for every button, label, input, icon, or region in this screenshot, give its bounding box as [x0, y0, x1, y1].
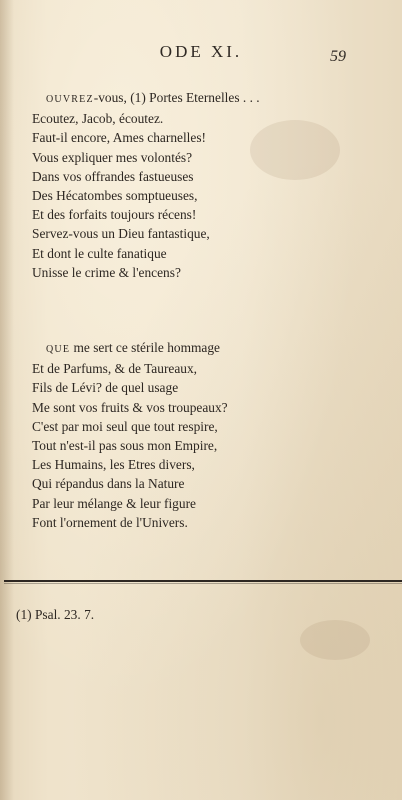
- smallcaps-first-word: OUVREZ: [46, 94, 94, 105]
- verse-line: Les Humains, les Etres divers,: [32, 457, 195, 473]
- verse-line: Me sont vos fruits & vos troupeaux?: [32, 399, 228, 415]
- running-title: ODE XI.: [159, 42, 243, 61]
- verse-line: [32, 88, 372, 109]
- verse-text: me sert ce stérile hommage: [70, 340, 220, 355]
- gutter-shadow: [0, 0, 14, 800]
- verse-line: Fils de Lévi? de quel usage: [32, 380, 179, 396]
- footnote-rule-shadow: [4, 583, 402, 584]
- stanza-2: [32, 338, 372, 532]
- verse-line: Vous expliquer mes volontés?: [32, 149, 193, 165]
- verse-line: Des Hécatombes somptueuses,: [32, 188, 198, 204]
- verse-line: [32, 338, 372, 359]
- verse-line: Tout n'est-il pas sous mon Empire,: [32, 438, 218, 454]
- verse-line: Dans vos offrandes fastueuses: [32, 168, 194, 184]
- paper-stain: [300, 620, 370, 660]
- footnote-rule: [4, 580, 402, 582]
- verse-line: Par leur mélange & leur figure: [32, 495, 196, 511]
- verse-line: C'est par moi seul que tout respire,: [32, 418, 218, 434]
- verse-text: -vous, (1) Portes Eternelles . . .: [93, 90, 260, 105]
- page-number: 59: [330, 48, 346, 65]
- verse-line: Et dont le culte fanatique: [32, 245, 167, 261]
- verse-line: Et de Parfums, & de Taureaux,: [32, 361, 198, 377]
- stanza-1: [32, 88, 372, 282]
- verse-line: Faut-il encore, Ames charnelles!: [32, 130, 207, 146]
- smallcaps-first-word: QUE: [46, 344, 71, 355]
- footnote: (1) Psal. 23. 7.: [16, 607, 95, 622]
- verse-line: Qui répandus dans la Nature: [32, 476, 185, 492]
- verse-line: Unisse le crime & l'encens?: [32, 264, 181, 280]
- verse-line: Servez-vous un Dieu fantastique,: [32, 226, 210, 242]
- verse-line: Font l'ornement de l'Univers.: [32, 514, 188, 530]
- verse-line: Et des forfaits toujours récens!: [32, 207, 197, 223]
- verse-line: Ecoutez, Jacob, écoutez.: [32, 111, 164, 127]
